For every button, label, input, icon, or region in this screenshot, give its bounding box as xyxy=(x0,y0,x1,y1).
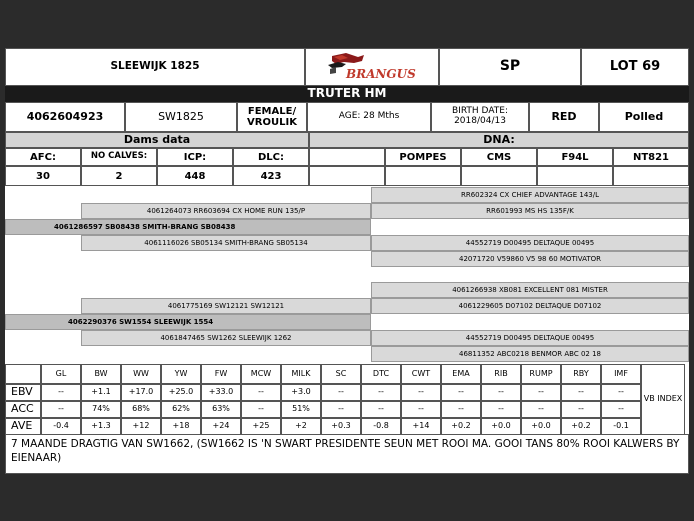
ebv-cell-ave-rby: +0.2 xyxy=(561,418,601,435)
ebv-cell-ave-gl: -0.4 xyxy=(41,418,81,435)
ebv-cell-acc-fw: 63% xyxy=(201,401,241,418)
ebv-cell-ave-mcw: +25 xyxy=(241,418,281,435)
ebv-cell-ebv-ema: -- xyxy=(441,384,481,401)
ebv-cell-acc-dtc: -- xyxy=(361,401,401,418)
pedigree-sire-dam: 4061116026 SB05134 SMITH-BRANG SB05134 xyxy=(81,235,371,251)
ebv-cell-ebv-yw: +25.0 xyxy=(161,384,201,401)
ebv-cell-ave-fw: +24 xyxy=(201,418,241,435)
ebv-cell-ebv-bw: +1.1 xyxy=(81,384,121,401)
ebv-header-dtc: DTC xyxy=(361,364,401,384)
ebv-cell-acc-gl: -- xyxy=(41,401,81,418)
ebv-header-imf: IMF xyxy=(601,364,641,384)
breeder-name: SLEEWIJK 1825 xyxy=(5,48,305,86)
dna-value-cms xyxy=(461,166,537,186)
ebv-cell-acc-rump: -- xyxy=(521,401,561,418)
dams-value-calves: 2 xyxy=(81,166,157,186)
ebv-header-ema: EMA xyxy=(441,364,481,384)
pedigree-sire-sire-dam: RR601993 MS HS 135F/K xyxy=(371,203,689,219)
ebv-cell-acc-mcw: -- xyxy=(241,401,281,418)
dna-header-pompes: POMPES xyxy=(385,148,461,166)
ebv-cell-ebv-rump: -- xyxy=(521,384,561,401)
pedigree-sire-dam-dam: 42071720 V59860 V5 98 60 MOTIVATOR xyxy=(371,251,689,267)
ebv-corner-cell xyxy=(5,364,41,384)
ebv-cell-ebv-cwt: -- xyxy=(401,384,441,401)
ebv-cell-acc-rby: -- xyxy=(561,401,601,418)
ebv-cell-acc-milk: 51% xyxy=(281,401,321,418)
ebv-cell-ebv-rby: -- xyxy=(561,384,601,401)
ebv-cell-ave-cwt: +14 xyxy=(401,418,441,435)
ebv-cell-ebv-gl: -- xyxy=(41,384,81,401)
birth-date-cell xyxy=(431,102,529,132)
ebv-cell-ave-dtc: -0.8 xyxy=(361,418,401,435)
dna-header-cms: CMS xyxy=(461,148,537,166)
ebv-header-vb-index: VB INDEX xyxy=(641,364,685,435)
ebv-header-milk: MILK xyxy=(281,364,321,384)
ebv-cell-acc-ww: 68% xyxy=(121,401,161,418)
pedigree-dam-sire: 4061775169 SW12121 SW12121 xyxy=(81,298,371,314)
ebv-header-fw: FW xyxy=(201,364,241,384)
ebv-header-yw: YW xyxy=(161,364,201,384)
ebv-cell-acc-bw: 74% xyxy=(81,401,121,418)
ebv-header-cwt: CWT xyxy=(401,364,441,384)
ebv-header-gl: GL xyxy=(41,364,81,384)
dams-header-dlc: DLC: xyxy=(233,148,309,166)
pedigree-dam-dam-dam: 46811352 ABC0218 BENMOR ABC 02 18 xyxy=(371,346,689,362)
dna-header-nt821: NT821 xyxy=(613,148,689,166)
brangus-logo xyxy=(305,48,439,86)
comment-text: 7 MAANDE DRAGTIG VAN SW1662, (SW1662 IS 'N SWART PRESIDENTE SEUN MET ROOI MA. GOOI TANS 80% ROOI KALWERS BY EIENAAR) xyxy=(5,434,689,474)
dna-value-nt821 xyxy=(613,166,689,186)
ebv-cell-ebv-rib: -- xyxy=(481,384,521,401)
animal-color: RED xyxy=(529,102,599,132)
ebv-cell-ave-sc: +0.3 xyxy=(321,418,361,435)
pedigree-dam: 4062290376 SW1554 SLEEWIJK 1554 xyxy=(5,314,371,330)
ebv-header-rump: RUMP xyxy=(521,364,561,384)
ebv-cell-acc-sc: -- xyxy=(321,401,361,418)
animal-horn-status: Polled xyxy=(599,102,689,132)
animal-sex: FEMALE/ VROULIK xyxy=(237,102,307,132)
animal-age: AGE: 28 Mths xyxy=(307,102,431,132)
ebv-cell-ave-bw: +1.3 xyxy=(81,418,121,435)
ebv-cell-ave-rib: +0.0 xyxy=(481,418,521,435)
brangus-logo-icon xyxy=(306,49,438,85)
dams-header-icp: ICP: xyxy=(157,148,233,166)
animal-code: SW1825 xyxy=(125,102,237,132)
dna-value-pompes xyxy=(385,166,461,186)
birth-date-value: 2018/04/13 xyxy=(454,116,506,126)
dna-value-blank xyxy=(309,166,385,186)
pedigree-dam-sire-sire: 4061266938 XB081 EXCELLENT 081 MISTER xyxy=(371,282,689,298)
ebv-header-rib: RIB xyxy=(481,364,521,384)
pedigree-sire-sire: 4061264073 RR603694 CX HOME RUN 135/P xyxy=(81,203,371,219)
pedigree-dam-sire-dam: 4061229605 D07102 DELTAQUE D07102 xyxy=(371,298,689,314)
ebv-cell-acc-imf: -- xyxy=(601,401,641,418)
pedigree-dam-dam: 4061847465 SW1262 SLEEWIJK 1262 xyxy=(81,330,371,346)
ebv-cell-ebv-sc: -- xyxy=(321,384,361,401)
lot-number: LOT 69 xyxy=(581,48,689,86)
pedigree-sire: 4061286597 SB08438 SMITH-BRANG SB08438 xyxy=(5,219,371,235)
ebv-cell-ave-ww: +12 xyxy=(121,418,161,435)
animal-id: 4062604923 xyxy=(5,102,125,132)
animal-name-bar: TRUTER HM xyxy=(5,86,689,102)
pedigree-sire-dam-sire: 44552719 D00495 DELTAQUE 00495 xyxy=(371,235,689,251)
catalogue-sheet xyxy=(5,48,689,474)
ebv-header-mcw: MCW xyxy=(241,364,281,384)
ebv-header-sc: SC xyxy=(321,364,361,384)
ebv-cell-ebv-fw: +33.0 xyxy=(201,384,241,401)
ebv-cell-acc-rib: -- xyxy=(481,401,521,418)
pedigree-sire-sire-sire: RR602324 CX CHIEF ADVANTAGE 143/L xyxy=(371,187,689,203)
ebv-header-rby: RBY xyxy=(561,364,601,384)
dams-header-calves: NO CALVES: xyxy=(81,148,157,166)
dams-data-heading: Dams data xyxy=(5,132,309,148)
dna-blank-cell xyxy=(309,148,385,166)
ebv-cell-ebv-milk: +3.0 xyxy=(281,384,321,401)
ebv-row-label-ebv: EBV xyxy=(5,384,41,401)
ebv-cell-acc-cwt: -- xyxy=(401,401,441,418)
birth-date-label: BIRTH DATE: xyxy=(452,106,508,117)
dams-value-afc: 30 xyxy=(5,166,81,186)
ebv-cell-ebv-dtc: -- xyxy=(361,384,401,401)
ebv-row-label-acc: ACC xyxy=(5,401,41,418)
ebv-cell-ave-milk: +2 xyxy=(281,418,321,435)
logo-text: BRANGUS xyxy=(346,67,416,81)
ebv-header-bw: BW xyxy=(81,364,121,384)
ebv-cell-ebv-mcw: -- xyxy=(241,384,281,401)
ebv-row-label-ave: AVE xyxy=(5,418,41,435)
pedigree-dam-dam-sire: 44552719 D00495 DELTAQUE 00495 xyxy=(371,330,689,346)
type-code: SP xyxy=(439,48,581,86)
ebv-cell-ave-imf: -0.1 xyxy=(601,418,641,435)
dna-value-f94l xyxy=(537,166,613,186)
ebv-cell-acc-yw: 62% xyxy=(161,401,201,418)
ebv-cell-ebv-imf: -- xyxy=(601,384,641,401)
dams-value-icp: 448 xyxy=(157,166,233,186)
ebv-cell-ebv-ww: +17.0 xyxy=(121,384,161,401)
dams-header-afc: AFC: xyxy=(5,148,81,166)
ebv-cell-ave-rump: +0.0 xyxy=(521,418,561,435)
dams-value-dlc: 423 xyxy=(233,166,309,186)
dna-header-f94l: F94L xyxy=(537,148,613,166)
ebv-cell-acc-ema: -- xyxy=(441,401,481,418)
ebv-cell-ave-yw: +18 xyxy=(161,418,201,435)
ebv-header-ww: WW xyxy=(121,364,161,384)
dna-heading: DNA: xyxy=(309,132,689,148)
ebv-cell-ave-ema: +0.2 xyxy=(441,418,481,435)
